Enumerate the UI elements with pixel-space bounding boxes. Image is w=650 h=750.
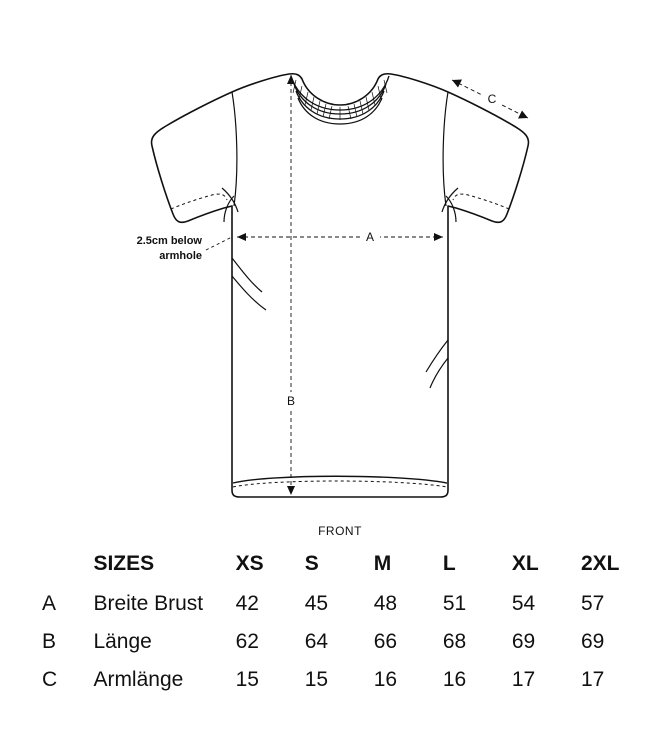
row-a-key: A bbox=[42, 592, 57, 615]
shirt-body-outline bbox=[152, 74, 529, 497]
size-table bbox=[0, 552, 650, 706]
row-a-2xl: 57 bbox=[580, 592, 605, 615]
armhole-note-leader bbox=[206, 237, 232, 250]
header-size-m: M bbox=[373, 552, 392, 575]
row-c-key: C bbox=[42, 668, 58, 691]
header-size-xs: XS bbox=[235, 552, 264, 575]
row-a-s: 45 bbox=[304, 592, 329, 615]
table-row bbox=[0, 630, 650, 668]
dimension-a-label: A bbox=[365, 230, 375, 244]
header-size-2xl: 2XL bbox=[580, 552, 620, 575]
row-a-m: 48 bbox=[373, 592, 398, 615]
dimension-b-label: B bbox=[286, 394, 296, 408]
row-b-m: 66 bbox=[373, 630, 398, 653]
table-row bbox=[0, 668, 650, 706]
front-label: FRONT bbox=[318, 524, 362, 538]
row-c-xs: 15 bbox=[235, 668, 259, 691]
row-b-key: B bbox=[42, 630, 57, 653]
row-c-xl: 17 bbox=[511, 668, 536, 691]
row-c-l: 16 bbox=[442, 668, 467, 691]
row-b-xs: 62 bbox=[235, 630, 259, 653]
row-a-xl: 54 bbox=[511, 592, 536, 615]
row-a-xs: 42 bbox=[235, 592, 259, 615]
dimension-c-label: C bbox=[487, 92, 497, 106]
row-a-label: Breite Brust bbox=[93, 592, 204, 615]
armhole-note-line2: armhole bbox=[159, 250, 202, 262]
row-c-label: Armlänge bbox=[93, 668, 184, 691]
row-b-l: 68 bbox=[442, 630, 467, 653]
row-b-label: Länge bbox=[93, 630, 152, 653]
row-c-m: 16 bbox=[373, 668, 398, 691]
table-row bbox=[0, 592, 650, 630]
row-b-xl: 69 bbox=[511, 630, 536, 653]
row-b-2xl: 69 bbox=[580, 630, 605, 653]
row-c-s: 15 bbox=[304, 668, 329, 691]
header-size-l: L bbox=[442, 552, 456, 575]
header-key bbox=[0, 552, 93, 592]
header-sizes-label: SIZES bbox=[93, 552, 155, 575]
header-size-xl: XL bbox=[511, 552, 539, 575]
row-a-l: 51 bbox=[442, 592, 467, 615]
row-b-s: 64 bbox=[304, 630, 329, 653]
armhole-note-line1: 2.5cm below bbox=[136, 235, 202, 247]
table-header-row bbox=[0, 552, 650, 592]
header-size-s: S bbox=[304, 552, 319, 575]
row-c-2xl: 17 bbox=[580, 668, 605, 691]
